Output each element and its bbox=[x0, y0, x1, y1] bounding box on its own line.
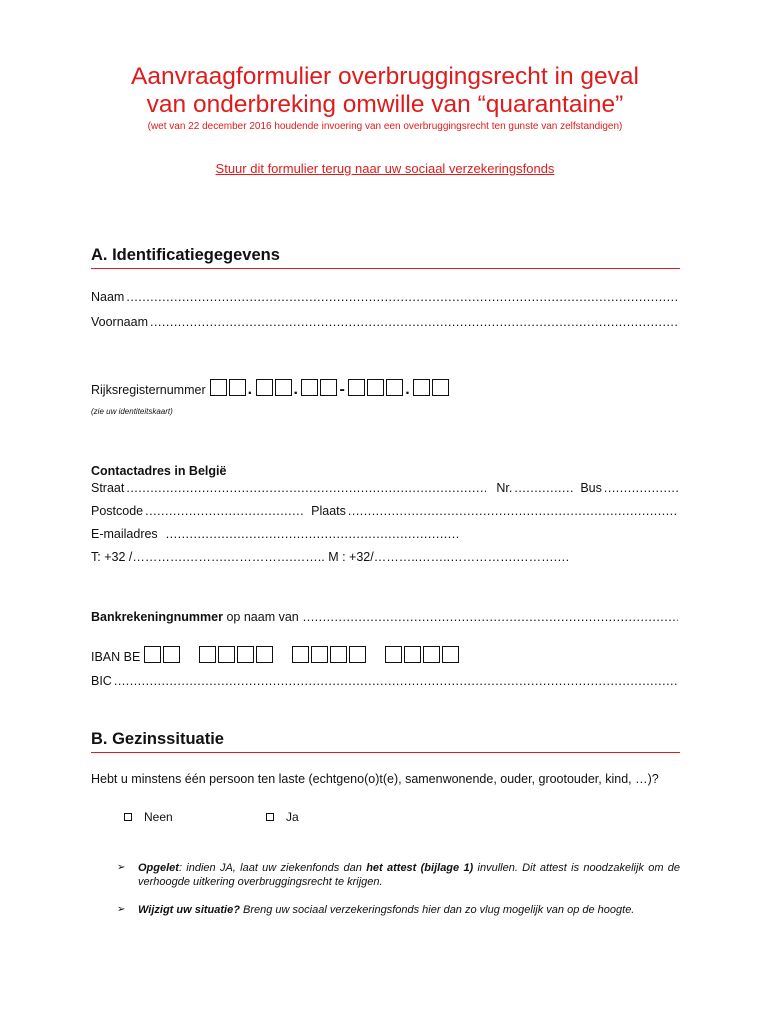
naam-dots bbox=[126, 290, 678, 304]
rijksregister-label: Rijksregisternummer bbox=[91, 383, 206, 397]
iban-boxes[interactable] bbox=[144, 646, 461, 664]
digit-box[interactable] bbox=[413, 379, 430, 396]
iban-box[interactable] bbox=[349, 646, 366, 663]
mobile-field[interactable]: ………..……..…………….……….… bbox=[373, 550, 570, 564]
option-yes-label: Ja bbox=[286, 810, 299, 824]
digit-box[interactable] bbox=[210, 379, 227, 396]
iban-box[interactable] bbox=[237, 646, 254, 663]
send-back-instruction: Stuur dit formulier terug naar uw sociaal verzekeringsfonds bbox=[215, 161, 555, 176]
iban-row bbox=[91, 646, 461, 664]
arrow-icon: ➢ bbox=[117, 862, 126, 873]
iban-box[interactable] bbox=[199, 646, 216, 663]
postcode-row bbox=[91, 504, 680, 518]
digit-box[interactable] bbox=[386, 379, 403, 396]
naam-field[interactable] bbox=[91, 290, 680, 304]
rijksregister-hint: (zie uw identiteitskaart) bbox=[91, 407, 173, 416]
email-row bbox=[91, 527, 461, 541]
option-no[interactable] bbox=[124, 810, 173, 824]
note1-text-a: : indien JA, laat uw ziekenfonds dan bbox=[178, 862, 367, 874]
digit-box[interactable] bbox=[301, 379, 318, 396]
note-opgelet bbox=[117, 861, 680, 889]
iban-box[interactable] bbox=[404, 646, 421, 663]
note1-bold2: het attest (bijlage 1) bbox=[366, 862, 474, 874]
nr-field[interactable] bbox=[514, 481, 574, 495]
bic-label: BIC bbox=[91, 674, 112, 688]
digit-box[interactable] bbox=[320, 379, 337, 396]
iban-box[interactable] bbox=[144, 646, 161, 663]
nr-label: Nr. bbox=[496, 481, 513, 495]
digit-box[interactable] bbox=[229, 379, 246, 396]
plaats-field[interactable] bbox=[348, 504, 678, 518]
option-yes[interactable] bbox=[266, 810, 299, 824]
note-wijzigt bbox=[117, 903, 680, 917]
voornaam-field[interactable] bbox=[91, 315, 680, 329]
iban-box[interactable] bbox=[292, 646, 309, 663]
iban-box[interactable] bbox=[423, 646, 440, 663]
form-title-line1: Aanvraagformulier overbruggingsrecht in geval bbox=[131, 63, 639, 90]
form-subtitle: (wet van 22 december 2016 houdende invoering van een overbruggingsrecht ten gunste van zelfstandigen) bbox=[147, 121, 623, 132]
account-holder-field[interactable] bbox=[303, 610, 678, 624]
address-row bbox=[91, 481, 680, 495]
note1-text-b: invullen. Dit attest is noodzakelijk om de verhoogde uitkering overbruggingsrecht te krijgen. bbox=[138, 862, 681, 888]
form-title-line2: van onderbreking omwille van “quarantaine” bbox=[146, 91, 624, 118]
straat-field[interactable] bbox=[126, 481, 486, 495]
rijksregister-boxes[interactable] bbox=[210, 379, 452, 399]
iban-label: IBAN BE bbox=[91, 650, 141, 664]
contact-title: Contactadres in België bbox=[91, 464, 227, 478]
naam-label: Naam bbox=[91, 290, 125, 304]
bic-field[interactable] bbox=[114, 674, 678, 688]
section-a-title: A. Identificatiegegevens bbox=[91, 246, 680, 269]
separator: . bbox=[405, 381, 410, 398]
iban-box[interactable] bbox=[330, 646, 347, 663]
iban-box[interactable] bbox=[256, 646, 273, 663]
option-no-label: Neen bbox=[144, 810, 173, 824]
tel-field[interactable]: ………….……….…………….……. bbox=[132, 550, 322, 564]
arrow-icon: ➢ bbox=[117, 904, 126, 915]
dependents-question: Hebt u minstens één persoon ten laste (echtgeno(o)t(e), samenwonende, ouder, grootouder, kind, …)? bbox=[91, 772, 659, 786]
tel-label: T: +32 / bbox=[91, 550, 133, 564]
digit-box[interactable] bbox=[256, 379, 273, 396]
email-label: E-mailadres bbox=[91, 527, 158, 541]
separator: - bbox=[339, 381, 345, 398]
section-b-title: B. Gezinssituatie bbox=[91, 730, 680, 753]
note2-bold: Wijzigt uw situatie? bbox=[138, 904, 240, 916]
bank-row bbox=[91, 610, 680, 624]
phone-row bbox=[91, 550, 570, 564]
email-field[interactable] bbox=[166, 527, 459, 541]
postcode-label: Postcode bbox=[91, 504, 144, 518]
note1-bold: Opgelet bbox=[138, 862, 179, 874]
bus-field[interactable] bbox=[604, 481, 678, 495]
iban-box[interactable] bbox=[442, 646, 459, 663]
separator: . bbox=[293, 381, 298, 398]
digit-box[interactable] bbox=[432, 379, 449, 396]
note2-text: Breng uw sociaal verzekeringsfonds hier dan zo vlug mogelijk van op de hoogte. bbox=[239, 904, 635, 916]
plaats-label: Plaats bbox=[311, 504, 346, 518]
straat-label: Straat bbox=[91, 481, 125, 495]
digit-box[interactable] bbox=[275, 379, 292, 396]
checkbox-no[interactable] bbox=[124, 813, 132, 821]
rijksregister-row bbox=[91, 379, 451, 399]
bic-row bbox=[91, 674, 680, 688]
iban-box[interactable] bbox=[385, 646, 402, 663]
postcode-field[interactable] bbox=[145, 504, 303, 518]
iban-box[interactable] bbox=[163, 646, 180, 663]
bank-label: Bankrekeningnummer bbox=[91, 610, 223, 624]
bank-label-rest: op naam van bbox=[226, 610, 299, 624]
iban-box[interactable] bbox=[218, 646, 235, 663]
digit-box[interactable] bbox=[367, 379, 384, 396]
separator: . bbox=[247, 381, 253, 398]
iban-box[interactable] bbox=[311, 646, 328, 663]
bus-label: Bus bbox=[580, 481, 602, 495]
checkbox-yes[interactable] bbox=[266, 813, 274, 821]
mobile-label: . M : +32/ bbox=[321, 550, 374, 564]
digit-box[interactable] bbox=[348, 379, 365, 396]
voornaam-dots bbox=[150, 315, 678, 329]
voornaam-label: Voornaam bbox=[91, 315, 148, 329]
